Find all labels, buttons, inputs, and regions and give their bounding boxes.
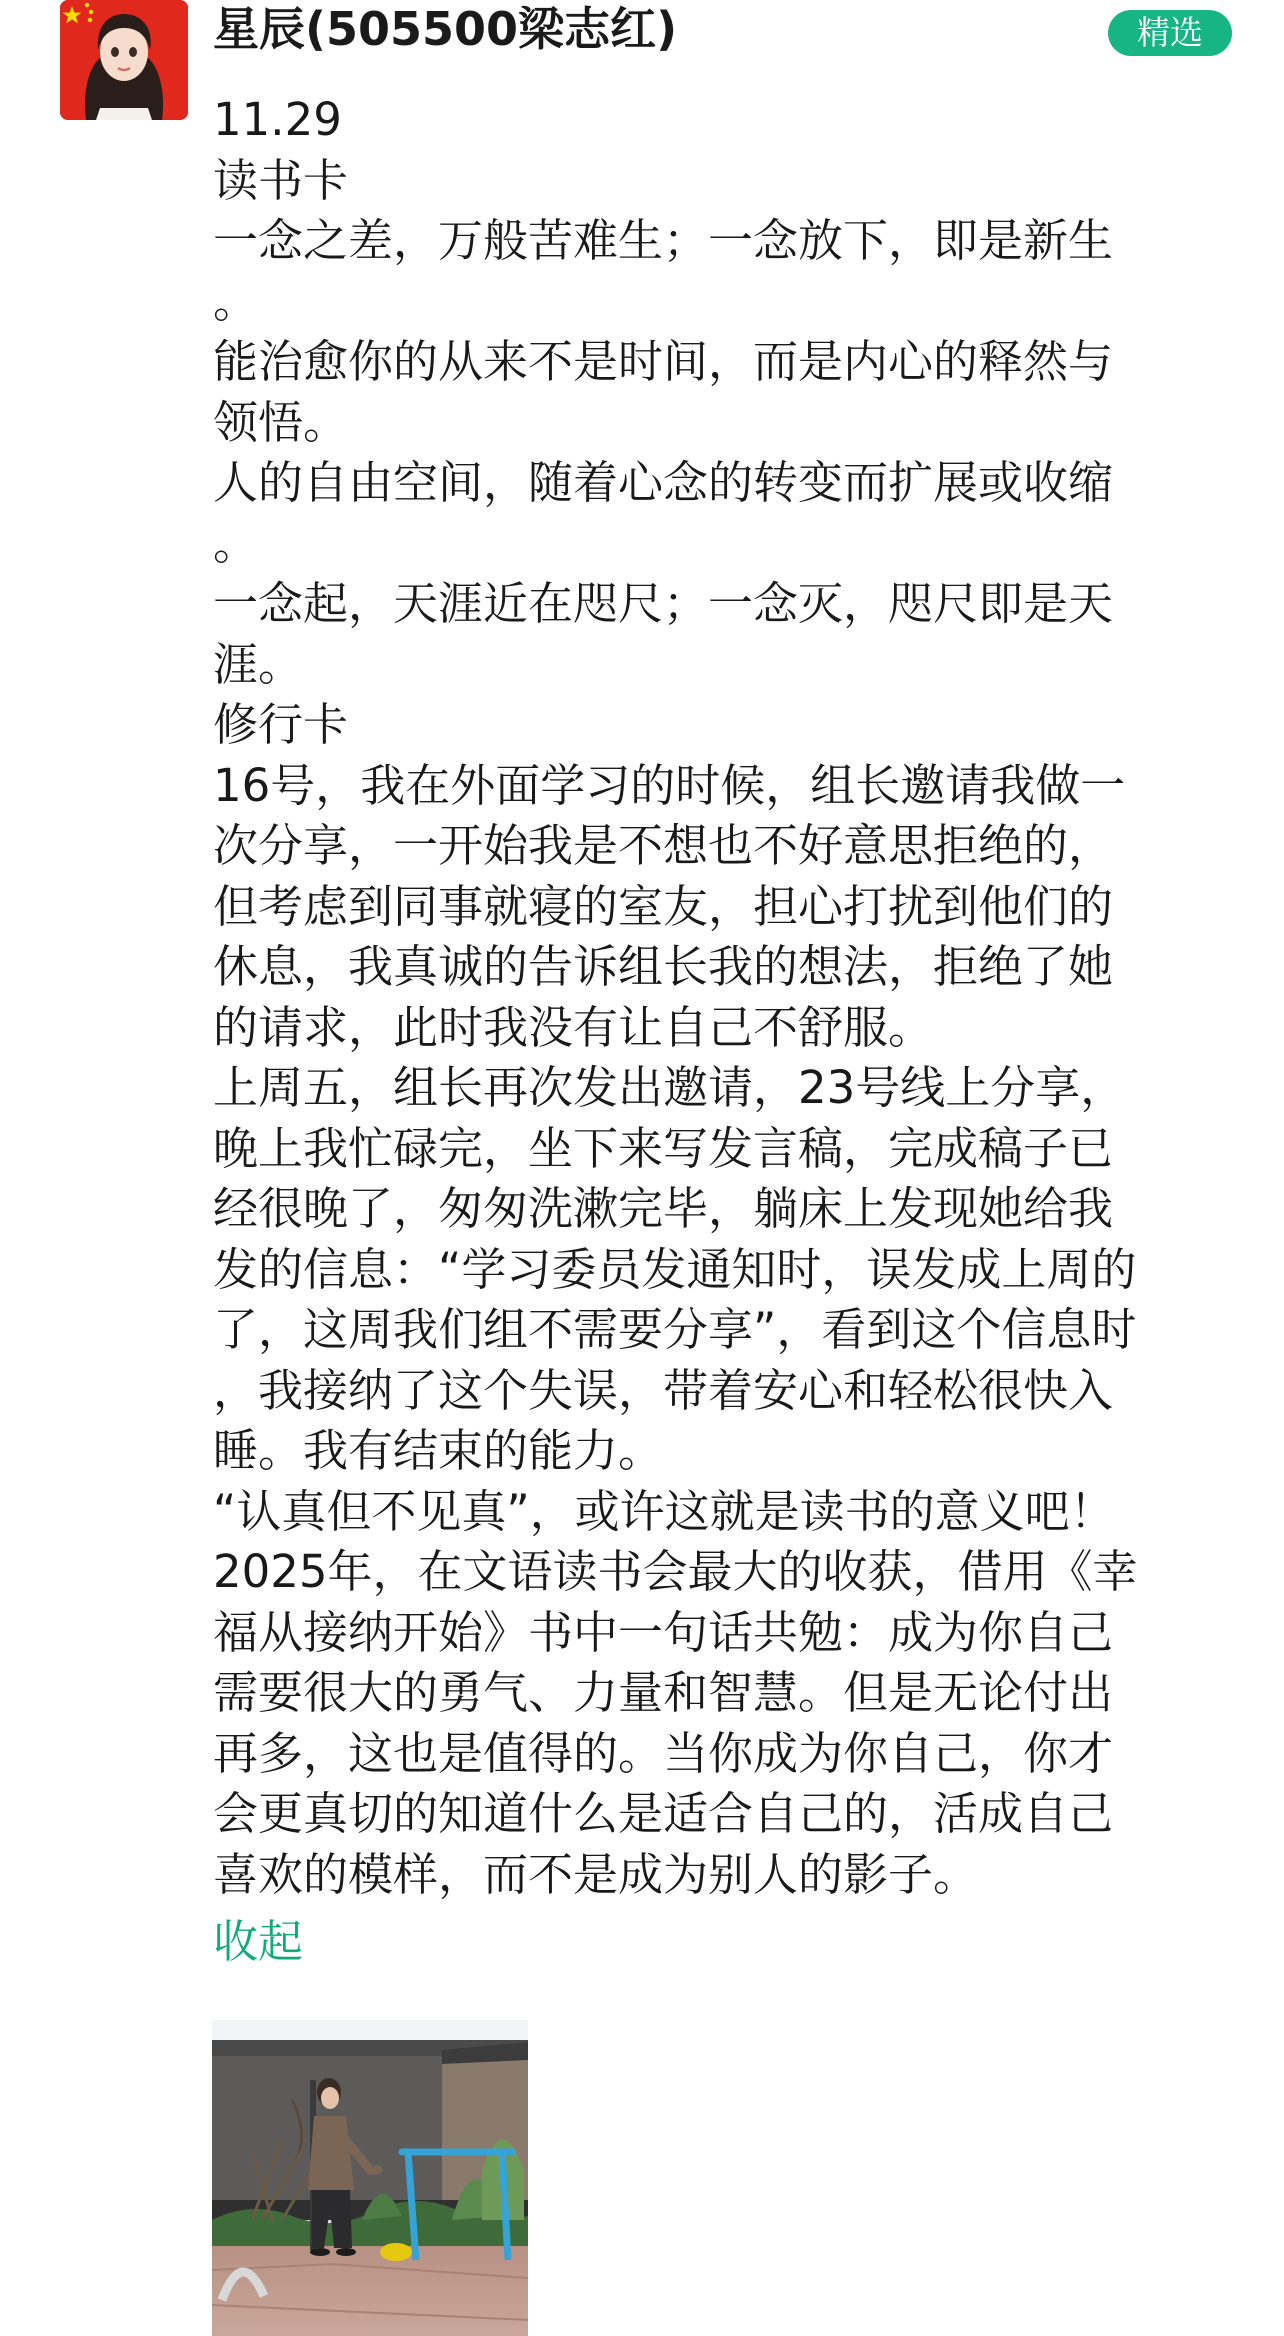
- content-line: 2025年，在文语读书会最大的收获，借用《幸: [213, 1545, 1138, 1598]
- content-line: 。: [213, 274, 259, 328]
- content-line: 能治愈你的从来不是时间，而是内心的释然与: [213, 335, 1114, 388]
- content-line: 晚上我忙碌完，坐下来写发言稿，完成稿子已: [213, 1121, 1114, 1175]
- content-line: 喜欢的模样，而不是成为别人的影子。: [213, 1847, 979, 1901]
- content-line: 需要很大的勇气、力量和智慧。但是无论付出: [213, 1666, 1114, 1719]
- content-line: 一念之差，万般苦难生；一念放下，即是新生: [213, 214, 1114, 267]
- content-line: 会更真切的知道什么是适合自己的，活成自己: [213, 1787, 1114, 1840]
- content-line: 发的信息：“学习委员发通知时，误发成上周的: [213, 1242, 1137, 1296]
- content-line: 人的自由空间，随着心念的转变而扩展或收缩: [213, 456, 1114, 509]
- content-line: ，我接纳了这个失误，带着安心和轻松很快入: [213, 1363, 1114, 1417]
- content-line: 修行卡: [213, 698, 349, 751]
- content-line: 一念起，天涯近在咫尺；一念灭，咫尺即是天: [213, 577, 1114, 630]
- collapse-button[interactable]: 收起: [213, 1915, 304, 1968]
- photo-thumbnail[interactable]: [212, 2020, 528, 2336]
- content-line: 休息，我真诚的告诉组长我的想法，拒绝了她: [213, 940, 1114, 993]
- content-line: 了，这周我们组不需要分享”，看到这个信息时: [213, 1303, 1137, 1356]
- content-line: 上周五，组长再次发出邀请，23号线上分享，: [213, 1061, 1126, 1114]
- avatar[interactable]: [60, 0, 188, 120]
- content-line: 涯。: [213, 637, 304, 691]
- content-line: “认真但不见真”，或许这就是读书的意义吧！: [213, 1484, 1115, 1538]
- author-name[interactable]: 星辰(505500梁志红): [213, 2, 678, 56]
- content-line: 读书卡: [213, 153, 349, 207]
- content-line: 次分享，一开始我是不想也不好意思拒绝的，: [213, 819, 1114, 872]
- content-line: 但考虑到同事就寝的室友，担心打扰到他们的: [213, 879, 1114, 933]
- content-line: 再多，这也是值得的。当你成为你自己，你才: [213, 1726, 1114, 1780]
- content-line: 的请求，此时我没有让自己不舒服。: [213, 1000, 934, 1054]
- content-line: 睡。我有结束的能力。: [213, 1424, 664, 1477]
- featured-badge: 精选: [1108, 10, 1232, 56]
- content-line: 16号，我在外面学习的时候，组长邀请我做一: [213, 758, 1126, 812]
- content-line: 11.29: [213, 93, 342, 146]
- post-content: [213, 90, 1223, 1905]
- content-line: 领悟。: [213, 395, 349, 449]
- content-line: 福从接纳开始》书中一句话共勉：成为你自己: [213, 1605, 1114, 1659]
- content-line: 经很晚了，匆匆洗漱完毕，躺床上发现她给我: [213, 1182, 1114, 1235]
- content-line: 。: [213, 516, 259, 570]
